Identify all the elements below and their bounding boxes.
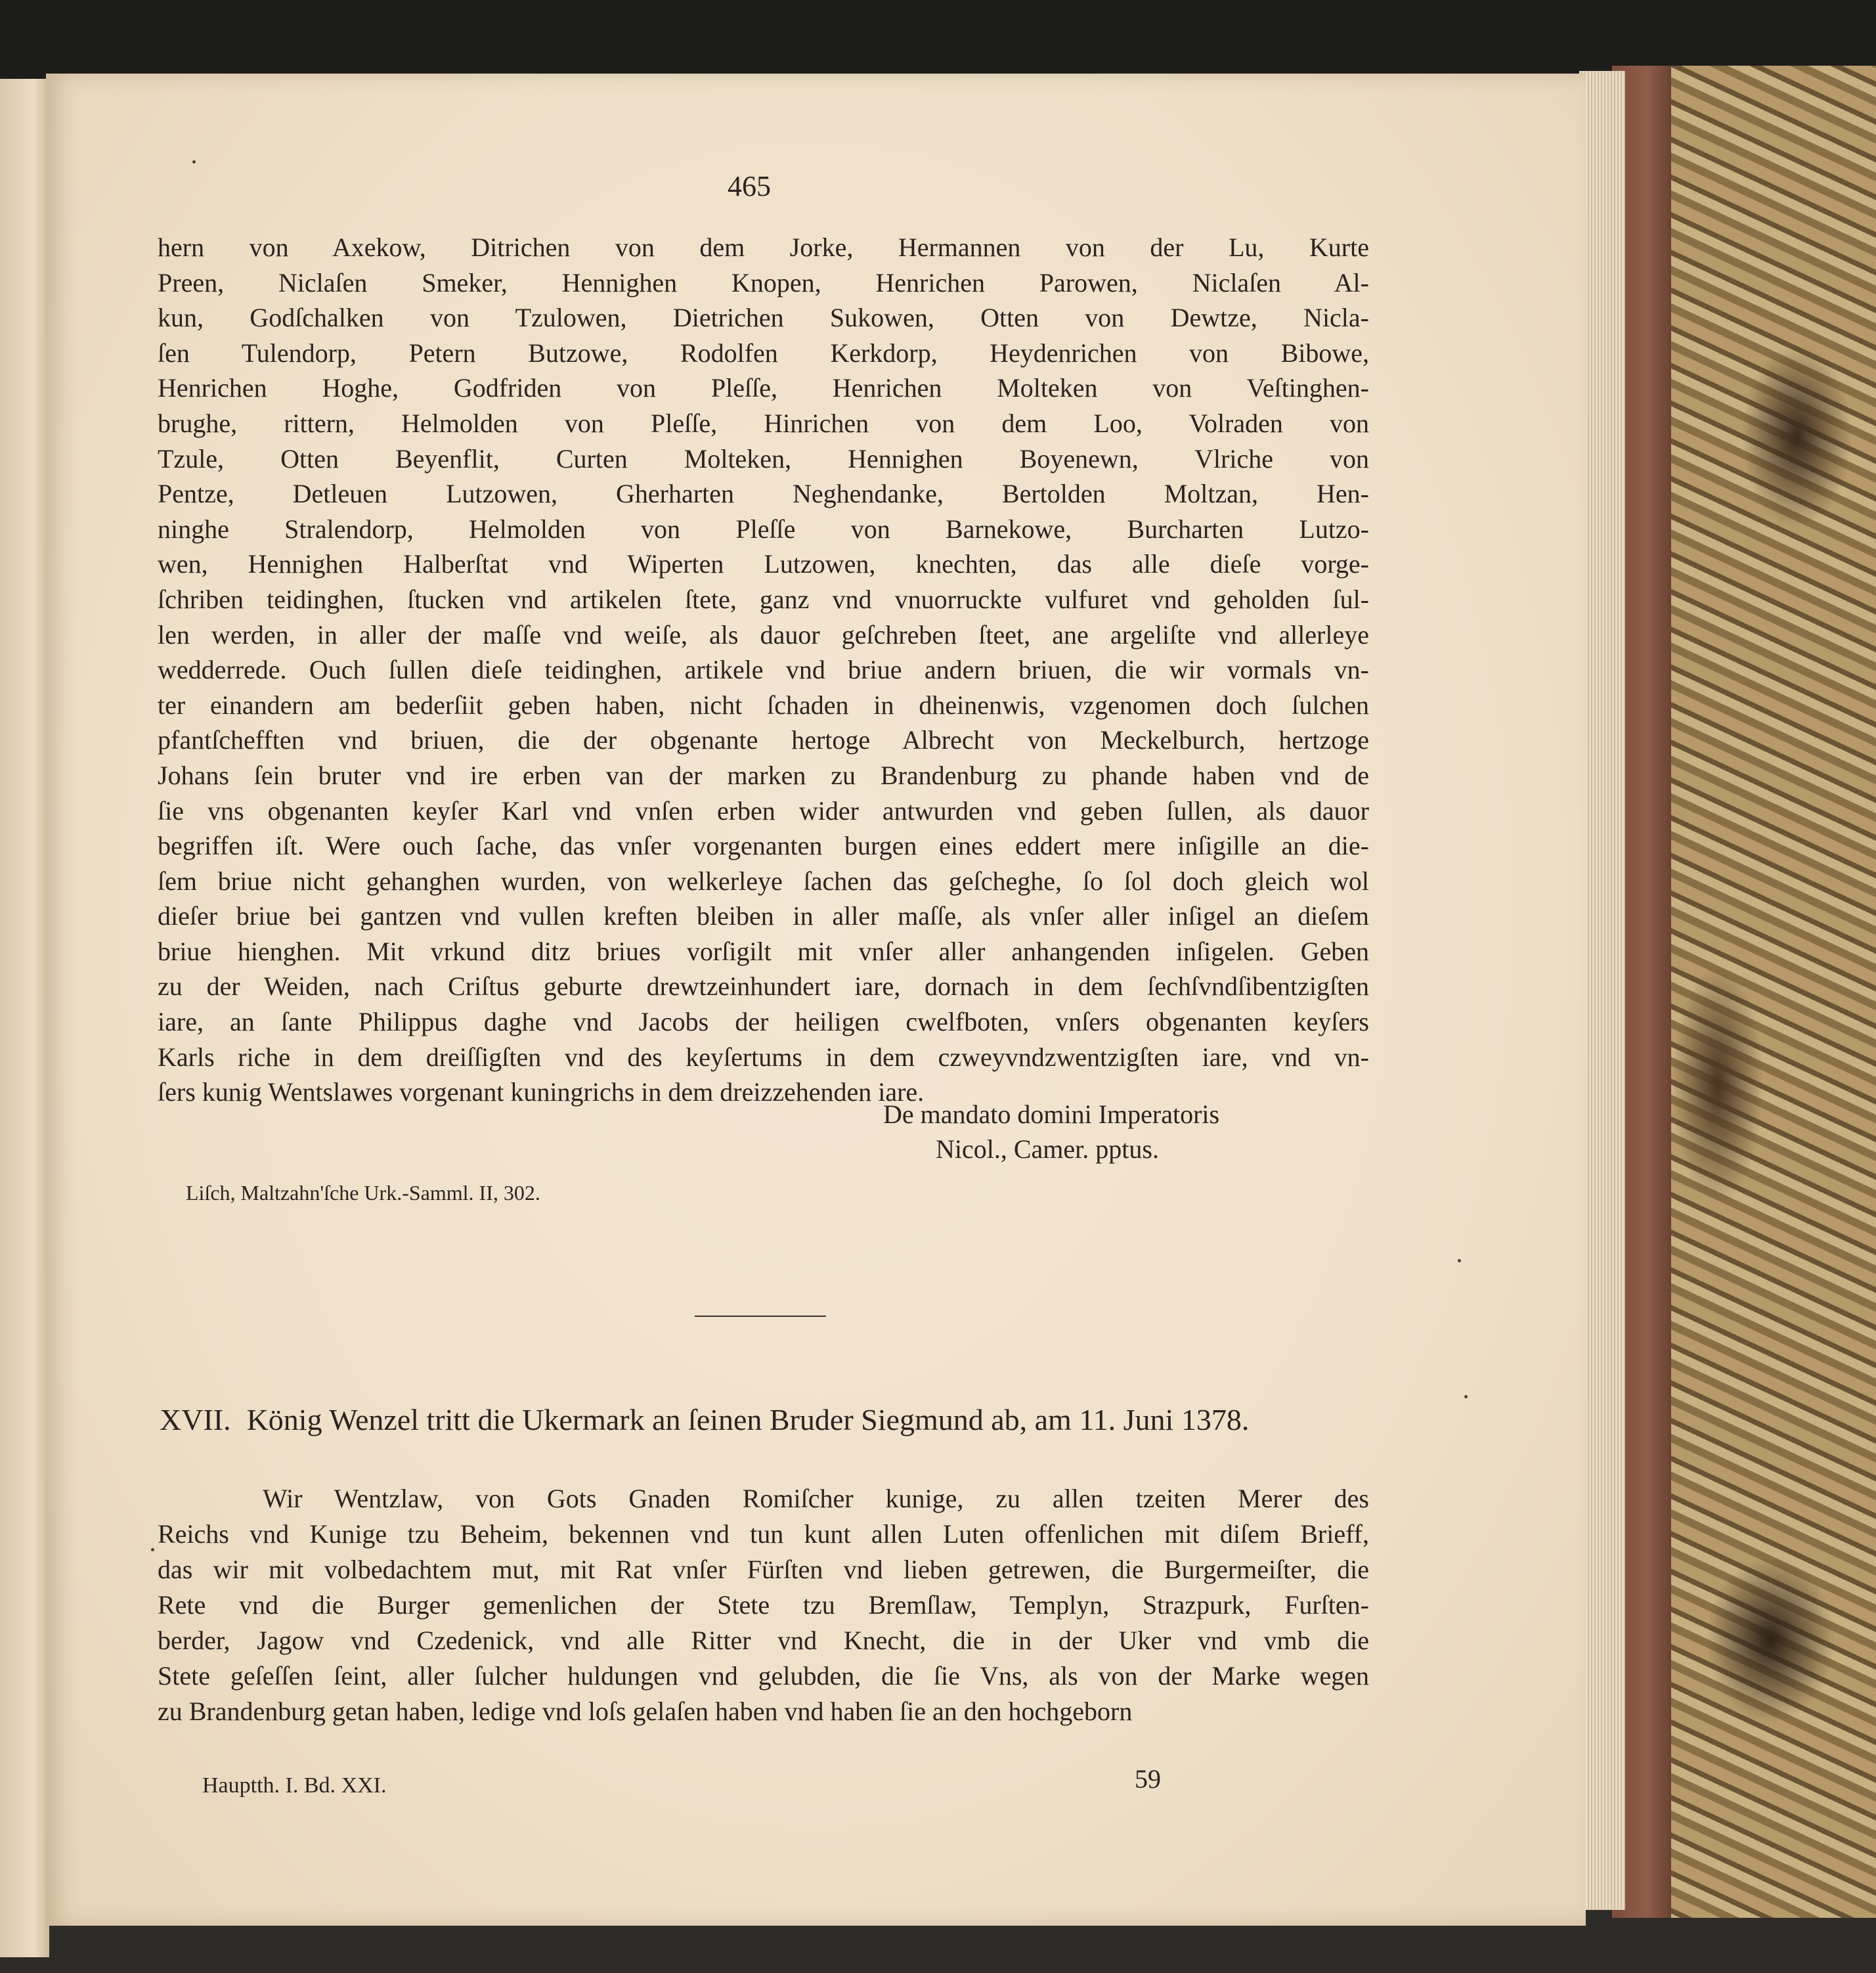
text-line: Preen, Niclaſen Smeker, Hennighen Knopen, Henrichen Parowen, Niclaſen Al- (158, 267, 1369, 298)
text-line: begriffen iſt. Were ouch ſache, das vnſer vorgenanten burgen eines eddert mere inſigille an die- (158, 831, 1369, 861)
text-line: ſie vns obgenanten keyſer Karl vnd vnſen erben wider antwurden vnd geben ſullen, als dauor (158, 795, 1369, 826)
signature-line-2: Nicol., Camer. pptus. (936, 1134, 1159, 1164)
text-line: wen, Hennighen Halberſtat vnd Wiperten Lutzowen, knechten, das alle dieſe vorge- (158, 549, 1369, 579)
body-text-2 (158, 1481, 1369, 1729)
text-line: len werden, in aller der maſſe vnd weiſe, als dauor geſchreben ſteet, ane argeliſte vnd allerleye (158, 619, 1369, 650)
page-stack-edge (1579, 71, 1625, 1910)
text-line: das wir mit volbedachtem mut, mit Rat vnſer Fürſten vnd lieben getrewen, die Burgermeiſter, die (158, 1555, 1369, 1584)
text-line: ſers kunig Wentslawes vorgenant kuningrichs in dem dreizzehenden iare. (158, 1077, 925, 1107)
ink-speck (1458, 1259, 1461, 1262)
text-line: Henrichen Hoghe, Godfriden von Pleſſe, Henrichen Molteken von Veſtinghen- (158, 373, 1369, 403)
text-line: dieſer briue bei gantzen vnd vullen kreften bleiben in aller maſſe, als vnſer aller inſigel an dieſem (158, 901, 1369, 931)
text-line: ninghe Stralendorp, Helmolden von Pleſſe von Barnekowe, Burcharten Lutzo- (158, 514, 1369, 544)
page-number: 465 (728, 170, 771, 202)
text-line: kun, Godſchalken von Tzulowen, Dietrichen Sukowen, Otten von Dewtze, Nicla- (158, 303, 1369, 333)
ink-speck (1464, 1395, 1468, 1398)
left-page-edge (0, 79, 49, 1957)
text-line: Wir Wentzlaw, von Gots Gnaden Romiſcher kunige, zu allen tzeiten Merer des (263, 1484, 1369, 1513)
body-text (158, 230, 1369, 1110)
text-line: brughe, rittern, Helmolden von Pleſſe, Hinrichen von dem Loo, Volraden von (158, 408, 1369, 438)
text-line: Karls riche in dem dreiſſigſten vnd des keyſertums in dem czweyvndzwentzigſten iare, vnd vn- (158, 1042, 1369, 1072)
section-heading (160, 1402, 1249, 1437)
text-line: Reichs vnd Kunige tzu Beheim, bekennen vnd tun kunt allen Luten offenlichen mit diſem Brieff, (158, 1519, 1369, 1549)
text-line: berder, Jagow vnd Czedenick, vnd alle Ritter vnd Knecht, die in der Uker vnd vmb die (158, 1626, 1369, 1655)
text-line: wedderrede. Ouch ſullen dieſe teidinghen, artikele vnd briue andern briuen, die wir vormals vn- (158, 655, 1369, 685)
text-line: Stete geſeſſen ſeint, aller ſulcher huldungen vnd gelubden, die ſie Vns, als von der Marke wegen (158, 1661, 1369, 1691)
text-line: briue hienghen. Mit vrkund ditz briues vorſigilt mit vnſer aller anhangenden inſigelen. Geben (158, 936, 1369, 966)
text-line: Rete vnd die Burger gemenlichen der Stete tzu Bremſlaw, Templyn, Strazpurk, Furſten- (158, 1590, 1369, 1620)
section-divider (695, 1316, 826, 1317)
text-line: hern von Axekow, Ditrichen von dem Jorke, Hermannen von der Lu, Kurte (158, 233, 1369, 262)
signature-line-1: De mandato domini Imperatoris (883, 1099, 1220, 1129)
text-line: Pentze, Detleuen Lutzowen, Gherharten Neghendanke, Bertolden Moltzan, Hen- (158, 479, 1369, 509)
footer-sheet-number: 59 (1135, 1764, 1161, 1794)
text-line: zu der Weiden, nach Criſtus geburte drewtzeinhundert iare, dornach in dem ſechſvndſibentzigſten (158, 971, 1369, 1002)
ink-speck (151, 1548, 154, 1551)
footer-signature: Hauptth. I. Bd. XXI. (202, 1773, 387, 1798)
text-line: zu Brandenburg getan haben, ledige vnd loſs gelaſen haben vnd haben ſie an den hochgeborn (158, 1696, 1133, 1726)
text-line: pfantſchefften vnd briuen, die der obgenante hertoge Albrecht von Meckelburch, hertzoge (158, 725, 1369, 755)
text-line: iare, an ſante Philippus daghe vnd Jacobs der heiligen cwelfboten, vnſers obgenanten keyſers (158, 1007, 1369, 1037)
text-line: ſen Tulendorp, Petern Butzowe, Rodolfen Kerkdorp, Heydenrichen von Bibowe, (158, 338, 1369, 368)
text-line: Tzule, Otten Beyenflit, Curten Molteken, Hennighen Boyenewn, Vlriche von (158, 443, 1369, 474)
text-line: ſchriben teidinghen, ſtucken vnd artikelen ſtete, ganz vnd vnuorruckte vulfuret vnd geholden ſul- (158, 584, 1369, 614)
source-note: Liſch, Maltzahn'ſche Urk.-Samml. II, 302. (186, 1181, 540, 1205)
section-title: König Wenzel tritt die Ukermark an ſeinen Bruder Siegmund ab, am 11. Juni 1378. (246, 1403, 1250, 1436)
text-line: ſem briue nicht gehanghen wurden, von welkerleye ſachen das geſcheghe, ſo ſol doch gleich wol (158, 866, 1369, 896)
ink-speck (192, 160, 196, 164)
text-line: Johans ſein bruter vnd ire erben van der marken zu Brandenburg zu phande haben vnd de (158, 760, 1369, 790)
section-number: XVII. (160, 1403, 231, 1436)
text-line: ter einandern am bederſiit geben haben, nicht ſchaden in dheinenwis, vzgenomen doch ſulchen (158, 690, 1369, 720)
